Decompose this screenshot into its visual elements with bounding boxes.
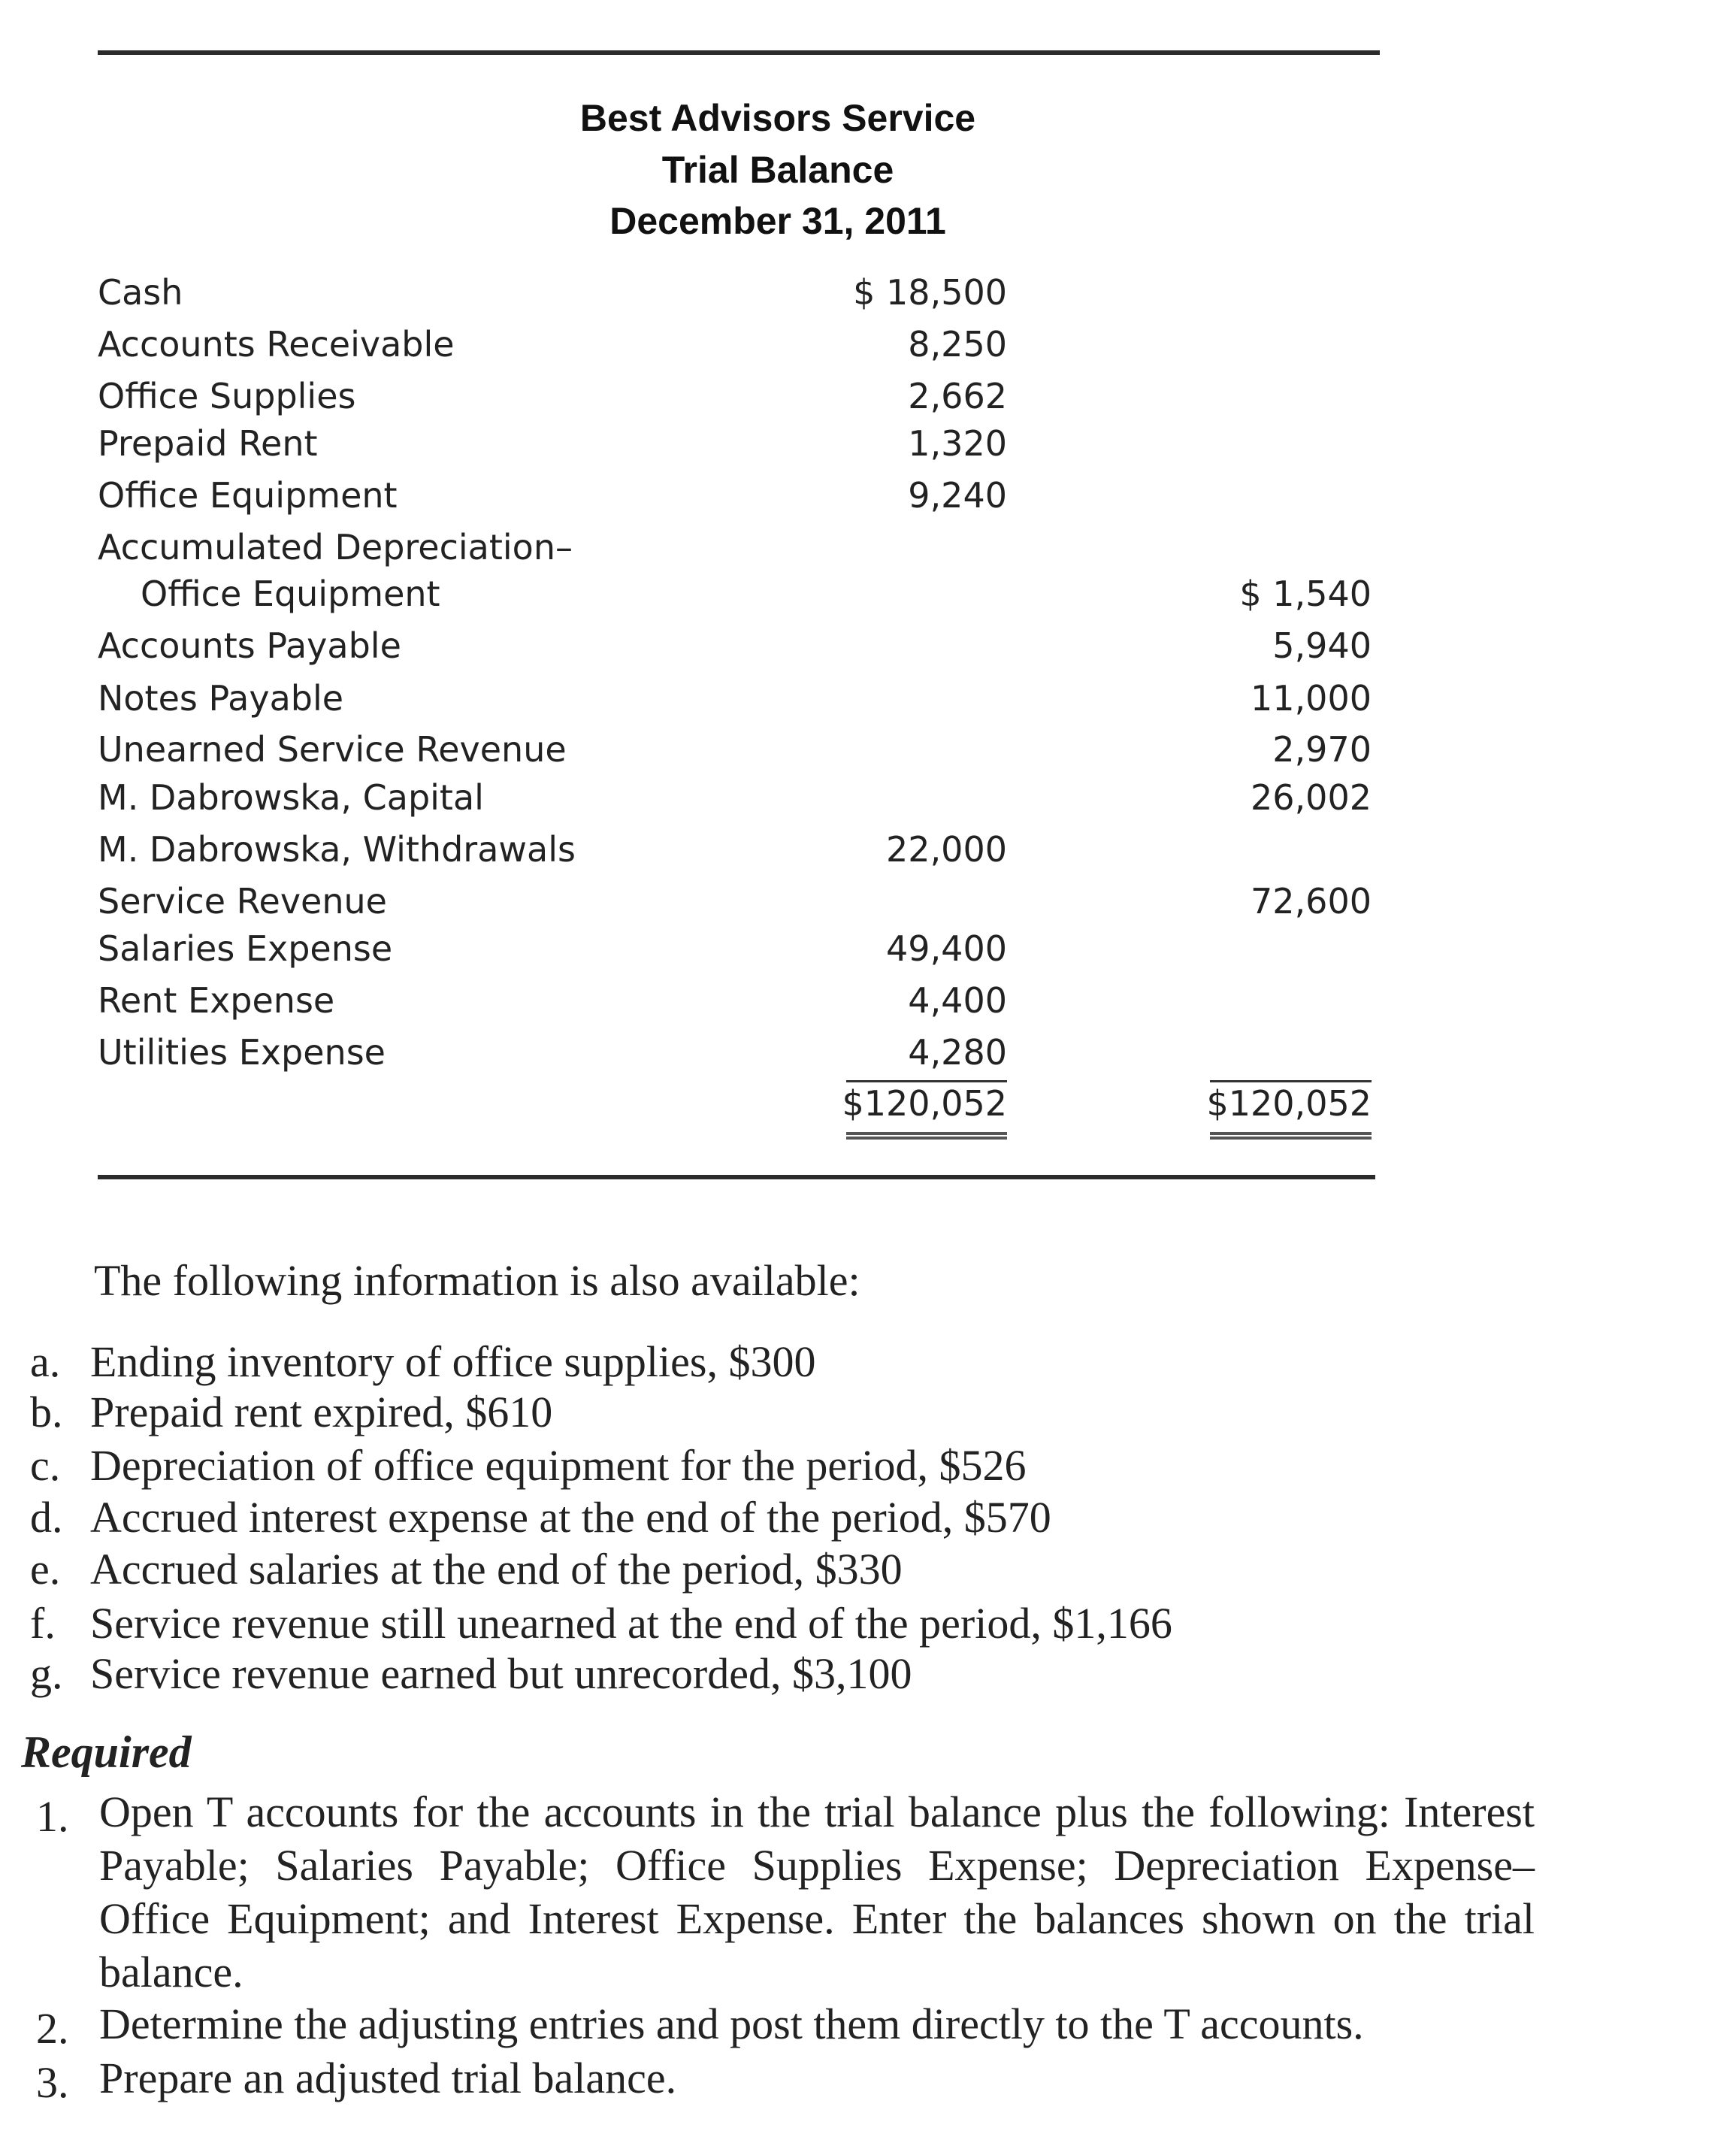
item-letter: a. (30, 1337, 61, 1386)
item-text: Depreciation of office equipment for the period, $526 (90, 1441, 1027, 1490)
item-text: Ending inventory of office supplies, $300 (90, 1337, 816, 1386)
item-text: Service revenue earned but unrecorded, $3,100 (90, 1649, 912, 1698)
item-text: Prepare an adjusted trial balance. (99, 2054, 677, 2102)
item-letter: d. (30, 1493, 63, 1542)
account-name: Office Equipment (98, 475, 398, 516)
item-letter: b. (30, 1388, 63, 1436)
credit-amount: 2,970 (1272, 729, 1372, 770)
item-text: Accrued salaries at the end of the period, $330 (90, 1545, 903, 1594)
table-row (0, 475, 1736, 526)
credit-amount: 5,940 (1272, 625, 1372, 666)
report-date: December 31, 2011 (609, 200, 946, 242)
totals-row (0, 1083, 1736, 1134)
item-letter: c. (30, 1441, 61, 1490)
table-row (0, 423, 1736, 474)
bottom-rule (98, 1175, 1375, 1179)
table-row (0, 1032, 1736, 1083)
item-number: 2. (36, 2004, 69, 2053)
table-row (0, 881, 1736, 932)
credit-amount: 72,600 (1251, 881, 1372, 922)
account-name: Accounts Payable (98, 625, 401, 666)
account-name: Prepaid Rent (98, 423, 318, 464)
table-row (0, 376, 1736, 427)
account-name: Salaries Expense (98, 928, 393, 969)
required-heading: Required (21, 1727, 192, 1777)
info-intro: The following information is also available: (94, 1256, 860, 1305)
table-row (0, 928, 1736, 979)
credit-amount: 26,002 (1251, 777, 1372, 818)
debit-amount: 8,250 (908, 324, 1007, 365)
account-name: Office Equipment (141, 574, 440, 614)
table-row (0, 980, 1736, 1031)
debit-amount: 22,000 (886, 829, 1007, 870)
table-row (0, 272, 1736, 323)
item-text: Prepaid rent expired, $610 (90, 1388, 553, 1436)
top-rule (98, 50, 1380, 55)
debit-double-underline (846, 1132, 1007, 1140)
item-number: 1. (36, 1792, 69, 1841)
debit-amount: 49,400 (886, 928, 1007, 969)
account-name: Accounts Receivable (98, 324, 455, 365)
company-name: Best Advisors Service (579, 97, 976, 139)
debit-amount: 1,320 (908, 423, 1007, 464)
account-name: Cash (98, 272, 183, 313)
account-name: Office Supplies (98, 376, 356, 416)
credit-amount: $ 1,540 (1239, 574, 1372, 614)
debit-total-underline (846, 1080, 1007, 1082)
table-row (0, 678, 1736, 729)
account-name: Rent Expense (98, 980, 335, 1021)
table-row (0, 729, 1736, 780)
table-row (0, 324, 1736, 375)
table-row (0, 625, 1736, 677)
account-name: Unearned Service Revenue (98, 729, 567, 770)
item-letter: f. (30, 1599, 56, 1648)
account-name: Service Revenue (98, 881, 387, 922)
table-row (0, 574, 1736, 625)
credit-total: $120,052 (1206, 1083, 1372, 1124)
item-text: Accrued interest expense at the end of the period, $570 (90, 1493, 1051, 1542)
account-name: Accumulated Depreciation– (98, 527, 573, 568)
credit-double-underline (1210, 1132, 1372, 1140)
debit-amount: 9,240 (908, 475, 1007, 516)
debit-amount: 2,662 (908, 376, 1007, 416)
item-letter: e. (30, 1545, 61, 1594)
table-row (0, 777, 1736, 828)
account-name: Utilities Expense (98, 1032, 386, 1073)
table-row (0, 829, 1736, 880)
account-name: M. Dabrowska, Withdrawals (98, 829, 576, 870)
item-number: 3. (36, 2058, 69, 2107)
debit-total: $120,052 (842, 1083, 1007, 1124)
item-text: Determine the adjusting entries and post them directly to the T accounts. (99, 1999, 1364, 2048)
item-text: Open T accounts for the accounts in the trial balance plus the following: Interest Payable; Salaries Payable; Office Supplies Expense; Depreciation Expense–Office Equipment; and Interest Expense. Enter the balances shown on the trial balance. (99, 1787, 1535, 1996)
debit-amount: 4,280 (908, 1032, 1007, 1073)
account-name: M. Dabrowska, Capital (98, 777, 484, 818)
debit-amount: $ 18,500 (853, 272, 1007, 313)
debit-amount: 4,400 (908, 980, 1007, 1021)
credit-amount: 11,000 (1251, 678, 1372, 719)
item-letter: g. (30, 1649, 63, 1698)
credit-total-underline (1210, 1080, 1372, 1082)
table-row (0, 527, 1736, 578)
account-name: Notes Payable (98, 678, 344, 719)
report-name: Trial Balance (661, 149, 894, 191)
item-text: Service revenue still unearned at the end of the period, $1,166 (90, 1599, 1172, 1648)
